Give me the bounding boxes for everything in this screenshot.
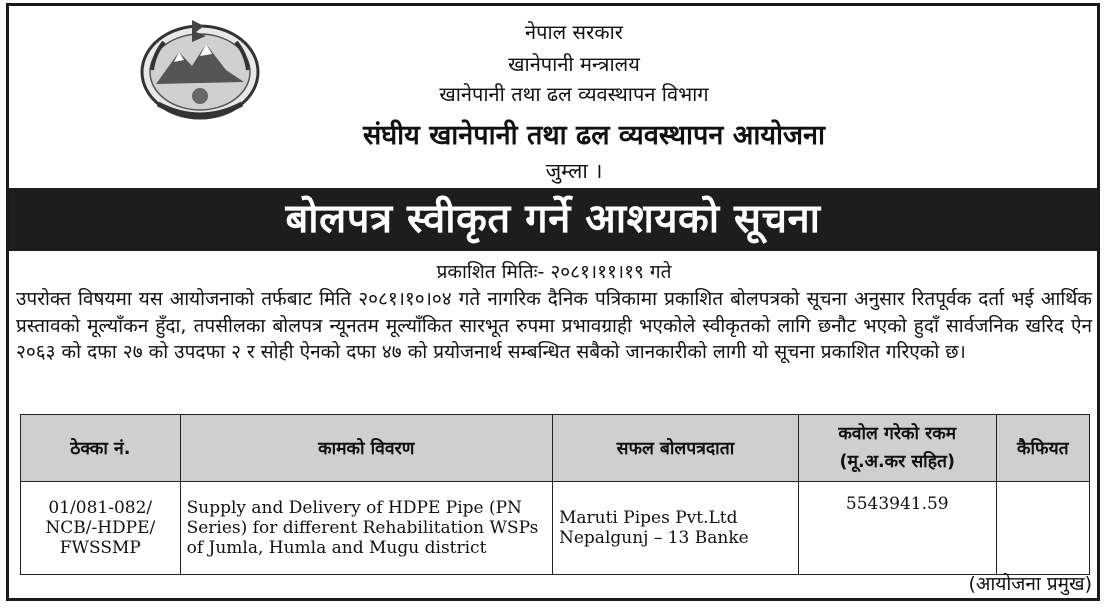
cell-description: Supply and Delivery of HDPE Pipe (PN Series) for different Rehabilitation WSPs of Jumla, Humla and Mugu district [180,482,552,575]
cell-remarks [996,482,1089,575]
header-project: संघीय खानेपानी तथा ढल व्यवस्थापन आयोजना [362,120,826,151]
signature-project-chief: (आयोजना प्रमुख) [968,573,1092,595]
header-contract-no: ठेक्का नं. [21,415,181,482]
header-ministry: खानेपानी मन्त्रालय [508,52,640,76]
header-bid-amount-line1: कवोल गरेको रकम [838,424,957,444]
cell-bidder [552,482,798,575]
header-remarks: कैफियत [996,415,1089,482]
notice-title-banner: बोलपत्र स्वीकृत गर्ने आशयको सूचना [9,188,1097,251]
published-date: प्रकाशित मितिः- २०८१।११।१९ गते [436,261,672,283]
header-bid-amount-line2: (मू.अ.कर सहित) [839,452,955,472]
cell-amount: 5543941.59 [798,482,996,575]
table-header-row [21,415,1090,482]
notice-body: उपरोक्त विषयमा यस आयोजनाको तर्फबाट मिति २०८१।१०।०४ गते नागरिक दैनिक पत्रिकामा प्रकाशित बोलपत्रको सूचना अनुसार रितपूर्वक दर्ता भई आर्थिक प्रस्तावको मूल्याँकन हुँदा, तपसीलका बोलपत्र न्यूनतम मूल्याँकित सारभूत रुपमा प्रभावग्राही भएकोले स्वीकृतको लागि छनौट भएको हुदाँ सार्वजनिक खरिद ऐन २०६३ को दफा २७ को उपदफा २ र सोही ऐनको दफा ४७ को प्रयोजनार्थ सम्बन्धित सबैको जानकारीको लागी यो सूचना प्रकाशित गरिएको छ। [16,288,1092,363]
header-location: जुम्ला । [545,159,603,183]
bidder-address: Nepalgunj – 13 Banke [558,528,749,548]
bidder-name: Maruti Pipes Pvt.Ltd [558,508,738,528]
header-successful-bidder: सफल बोलपत्रदाता [552,415,798,482]
cell-contract-no: 01/081-082/ NCB/-HDPE/ FWSSMP [21,482,181,575]
award-table [20,414,1090,575]
header-government: नेपाल सरकार [525,20,623,44]
header-department: खानेपानी तथा ढल व्यवस्थापन विभाग [439,82,709,106]
header-work-description: कामको विवरण [180,415,552,482]
table-row [21,482,1090,575]
header-bid-amount [798,415,996,482]
